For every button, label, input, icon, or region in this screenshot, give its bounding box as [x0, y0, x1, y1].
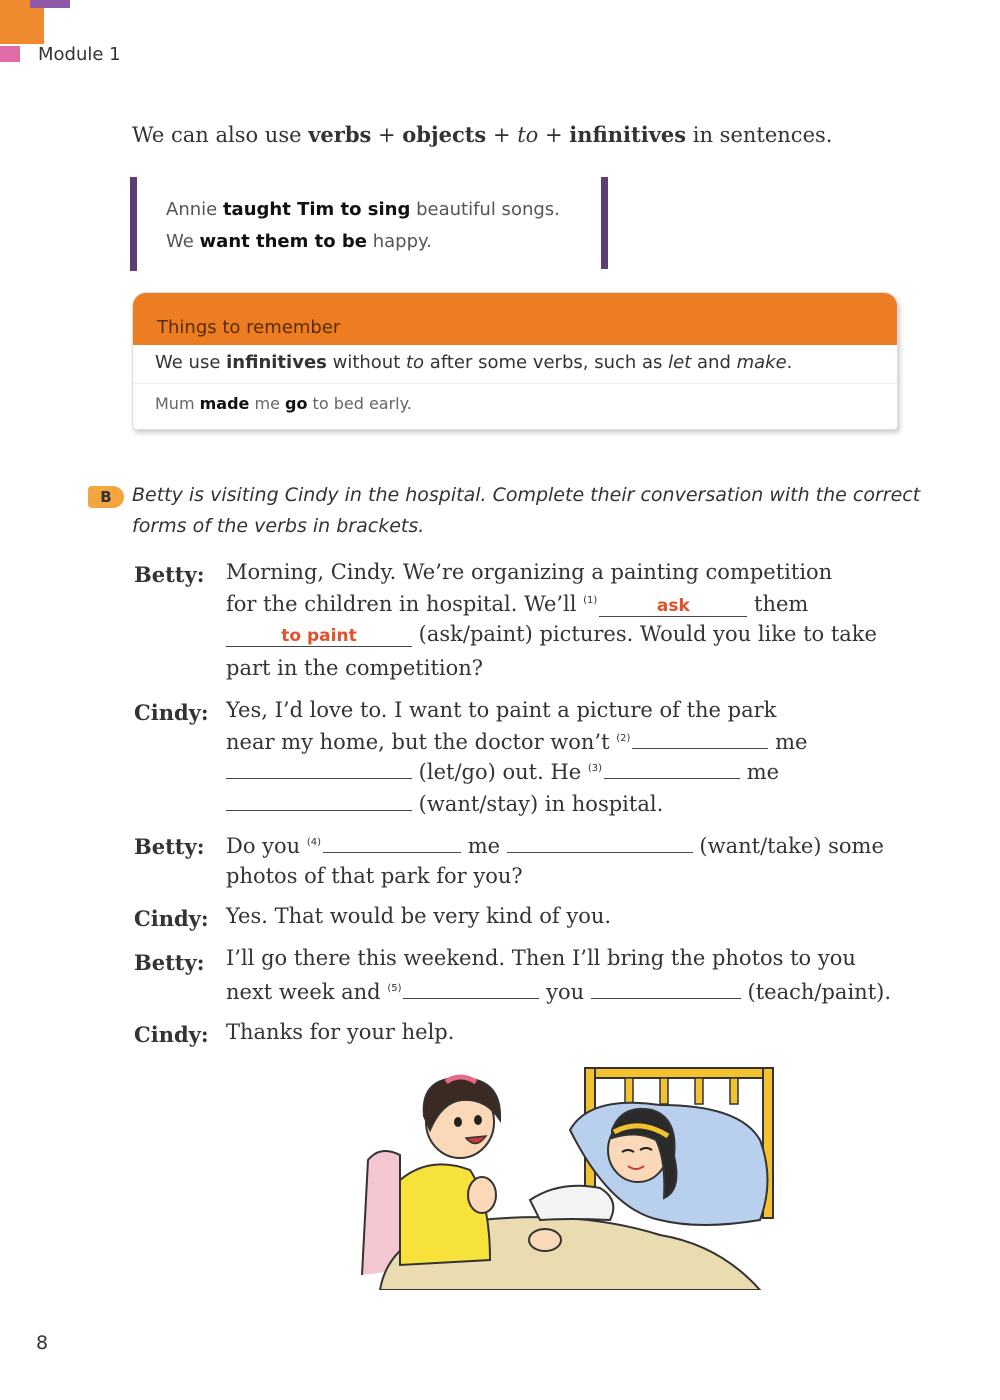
- dialogue-line: I’ll go there this weekend. Then I’ll bring the photos to you: [226, 946, 856, 970]
- dialogue-line: photos of that park for you?: [226, 864, 523, 888]
- answer-blank-5b[interactable]: [591, 978, 741, 999]
- dialogue-line: Morning, Cindy. We’re organizing a painting competition: [226, 560, 833, 584]
- dialogue-line: Do you $^{(4)}$ me (want/take) some: [226, 834, 884, 858]
- dialogue-line: Yes. That would be very kind of you.: [226, 904, 612, 928]
- answer-blank-4b[interactable]: [507, 832, 693, 853]
- remember-separator: [133, 383, 897, 384]
- speaker-cindy: Cindy:: [134, 700, 209, 725]
- intro-sentence: We can also use verbs + objects + to + infinitives in sentences.: [132, 122, 833, 147]
- dialogue-line: Thanks for your help.: [226, 1020, 455, 1044]
- speaker-betty: Betty:: [134, 562, 205, 587]
- hospital-visit-illustration: [360, 1060, 780, 1290]
- dialogue-line: near my home, but the doctor won’t $^{(2)}$ me: [226, 730, 808, 754]
- answer-blank-1b[interactable]: to paint: [226, 626, 412, 647]
- dialogue-line: for the children in hospital. We’ll $^{(1)}$ ask them: [226, 592, 809, 616]
- answer-blank-3b[interactable]: [226, 790, 412, 811]
- answer-blank-2b[interactable]: [226, 758, 412, 779]
- module-label: Module 1: [38, 44, 121, 65]
- blank-number: (5): [387, 983, 402, 994]
- answer-blank-5a[interactable]: [403, 978, 539, 999]
- blank-number: (4): [306, 837, 322, 848]
- remember-rule: We use infinitives without to after some verbs, such as let and make.: [155, 352, 793, 373]
- exercise-letter-badge: B: [88, 486, 124, 508]
- exercise-instructions: Betty is visiting Cindy in the hospital. Complete their conversation with the correct forms of the verbs in brackets.: [132, 484, 921, 537]
- speaker-cindy: Cindy:: [134, 906, 209, 931]
- blank-number: (3): [587, 763, 603, 774]
- dialogue-line: (want/stay) in hospital.: [226, 790, 663, 816]
- speaker-betty: Betty:: [134, 950, 205, 975]
- example-bar-right: [601, 177, 608, 269]
- page-number: 8: [36, 1332, 49, 1354]
- answer-blank-1[interactable]: ask: [599, 596, 747, 617]
- dialogue-line: to paint (ask/paint) pictures. Would you like to take: [226, 622, 877, 647]
- example-box: [130, 177, 608, 269]
- dialogue-line: Yes, I’d love to. I want to paint a picture of the park: [226, 698, 777, 722]
- example-line-1: Annie taught Tim to sing beautiful songs.: [166, 199, 560, 220]
- speaker-betty: Betty:: [134, 834, 205, 859]
- remember-example: Mum made me go to bed early.: [155, 394, 412, 413]
- dialogue-line: part in the competition?: [226, 656, 484, 680]
- dialogue-line: next week and $^{(5)}$ you (teach/paint).: [226, 980, 892, 1004]
- answer-blank-2a[interactable]: [632, 728, 768, 749]
- answer-blank-4a[interactable]: [323, 832, 461, 853]
- blank-number: (1): [583, 595, 598, 606]
- blank-number: (2): [616, 733, 631, 744]
- corner-decoration-purple: [30, 0, 70, 8]
- corner-decoration-pink: [0, 46, 20, 62]
- things-to-remember-box: [132, 292, 898, 430]
- answer-blank-3a[interactable]: [604, 758, 740, 779]
- speaker-cindy: Cindy:: [134, 1022, 209, 1047]
- remember-title: Things to remember: [133, 293, 897, 345]
- dialogue-line: (let/go) out. He $^{(3)}$ me: [226, 758, 779, 784]
- example-line-2: We want them to be happy.: [166, 231, 432, 252]
- example-bar-left: [130, 177, 137, 271]
